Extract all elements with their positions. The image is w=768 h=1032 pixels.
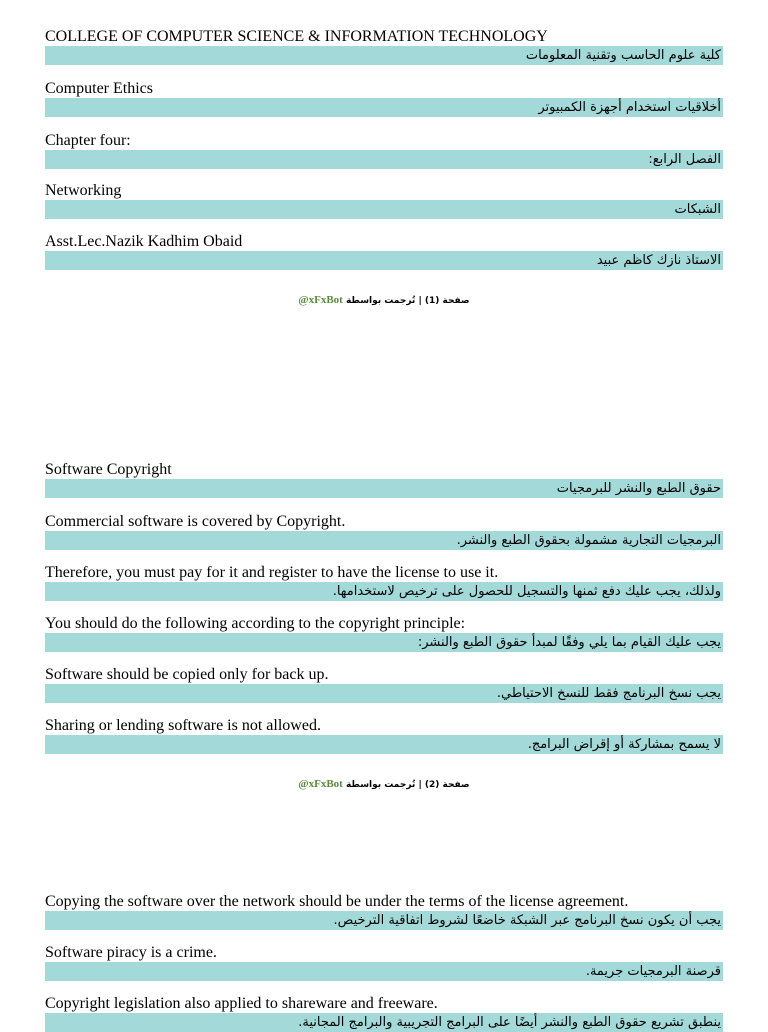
page1-row-1 bbox=[45, 27, 723, 65]
paragraph-arabic: البرمجيات التجارية مشمولة بحقوق الطبع والنشر. bbox=[45, 531, 723, 550]
footer-handle: @xFxBot bbox=[298, 294, 343, 306]
paragraph-english: Software piracy is a crime. bbox=[45, 944, 217, 961]
footer-text: صفحة (1) | تُرجمت بواسطة bbox=[345, 296, 470, 306]
page3-row-1 bbox=[45, 892, 723, 930]
paragraph-english: Copying the software over the network should be under the terms of the license agreement. bbox=[45, 893, 629, 910]
title-english: COLLEGE OF COMPUTER SCIENCE & INFORMATION TECHNOLOGY bbox=[45, 28, 548, 45]
footer-handle: @xFxBot bbox=[298, 778, 343, 790]
paragraph-arabic: قرصنة البرمجيات جريمة. bbox=[45, 962, 723, 981]
page2-row-2 bbox=[45, 512, 723, 550]
page1-row-2 bbox=[45, 79, 723, 117]
page2-row-4 bbox=[45, 614, 723, 652]
page2-footer bbox=[0, 778, 768, 791]
paragraph-english: Therefore, you must pay for it and register to have the license to use it. bbox=[45, 564, 499, 581]
paragraph-arabic: لا يسمح بمشاركة أو إقراض البرامج. bbox=[45, 735, 723, 754]
subject-arabic: أخلاقيات استخدام أجهزة الكمبيوتر bbox=[45, 98, 723, 117]
paragraph-english: Commercial software is covered by Copyright. bbox=[45, 513, 346, 530]
paragraph-english: Copyright legislation also applied to shareware and freeware. bbox=[45, 995, 438, 1012]
chapter-arabic: الفصل الرابع: bbox=[45, 150, 723, 169]
topic-arabic: الشبكات bbox=[45, 200, 723, 219]
paragraph-arabic: ينطبق تشريع حقوق الطبع والنشر أيضًا على البرامج التجريبية والبرامج المجانية. bbox=[45, 1013, 723, 1032]
paragraph-english: Software should be copied only for back up. bbox=[45, 666, 329, 683]
paragraph-arabic: يجب عليك القيام بما يلي وفقًا لمبدأ حقوق الطبع والنشر: bbox=[45, 633, 723, 652]
page2-row-6 bbox=[45, 716, 723, 754]
paragraph-arabic: يجب أن يكون نسخ البرنامج عبر الشبكة خاضعًا لشروط اتفاقية الترخيص. bbox=[45, 911, 723, 930]
author-english: Asst.Lec.Nazik Kadhim Obaid bbox=[45, 233, 243, 250]
author-arabic: الاستاذ نازك كاظم عبيد bbox=[45, 251, 723, 270]
page1-footer bbox=[0, 294, 768, 307]
page3-row-2 bbox=[45, 943, 723, 981]
page2-row-1 bbox=[45, 460, 723, 498]
page1-row-5 bbox=[45, 232, 723, 270]
footer-text: صفحة (2) | تُرجمت بواسطة bbox=[345, 780, 470, 790]
paragraph-arabic: ولذلك، يجب عليك دفع ثمنها والتسجيل للحصول على ترخيص لاستخدامها. bbox=[45, 582, 723, 601]
section-heading-english: Software Copyright bbox=[45, 461, 172, 478]
page1-row-4 bbox=[45, 181, 723, 219]
page3-row-3 bbox=[45, 994, 723, 1032]
page2-row-3 bbox=[45, 563, 723, 601]
paragraph-english: You should do the following according to the copyright principle: bbox=[45, 615, 466, 632]
page1-row-3 bbox=[45, 131, 723, 169]
page2-row-5 bbox=[45, 665, 723, 703]
paragraph-english: Sharing or lending software is not allowed. bbox=[45, 717, 321, 734]
chapter-english: Chapter four: bbox=[45, 132, 131, 149]
subject-english: Computer Ethics bbox=[45, 80, 153, 97]
paragraph-arabic: يجب نسخ البرنامج فقط للنسخ الاحتياطي. bbox=[45, 684, 723, 703]
topic-english: Networking bbox=[45, 182, 122, 199]
title-arabic: كلية علوم الحاسب وتقنية المعلومات bbox=[45, 46, 723, 65]
section-heading-arabic: حقوق الطبع والنشر للبرمجيات bbox=[45, 479, 723, 498]
